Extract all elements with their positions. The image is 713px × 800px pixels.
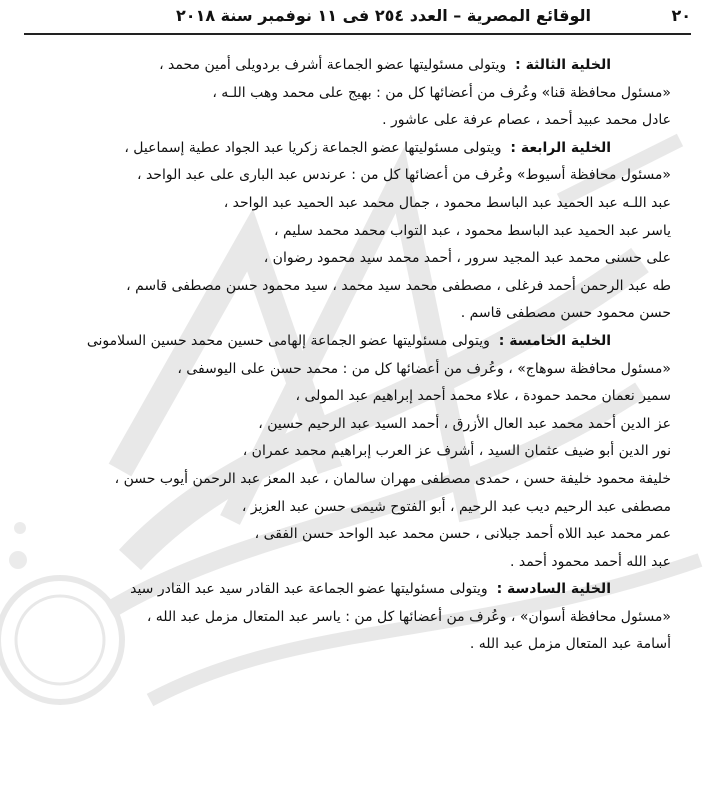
paragraph-line [42, 576, 671, 604]
paragraph-text: ويتولى مسئوليتها عضو الجماعة أشرف بردويلى أمين محمد ، [159, 57, 507, 73]
paragraph-line: نور الدين أبو ضيف عثمان السيد ، أشرف عز العرب إبراهيم محمد عمران ، [242, 443, 671, 460]
page-number: ٢٠ [671, 5, 691, 25]
cell-title: الخلية السادسة : [496, 581, 611, 598]
paragraph-line: حسن محمود حسن مصطفى قاسم . [460, 305, 671, 322]
paragraph-text: ويتولى مسئوليتها عضو الجماعة زكريا عبد الجواد عطية إسماعيل ، [124, 139, 502, 156]
paragraph-text: ويتولى مسئوليتها عضو الجماعة عبد القادر سيد عبد القادر سيد [130, 581, 488, 598]
paragraph-line: «مسئول محافظة سوهاج» ، وعُرف من أعضائها كل من : محمد حسن على اليوسفى ، [177, 360, 671, 377]
paragraph-line: «مسئول محافظة أسيوط» وعُرف من أعضائها كل من : عرندس عبد البارى على عبد الواحد ، [136, 167, 671, 184]
header-title: الوقائع المصرية – العدد ٢٥٤ فى ١١ نوفمبر سنة ٢٠١٨ [176, 5, 591, 25]
paragraph-line: عبد الله أحمد محمود أحمد . [510, 553, 671, 570]
cell-title: الخلية الثالثة : [515, 57, 611, 73]
paragraph-line: خليفة محمود خليفة حسن ، حمدى مصطفى مهران سالمان ، عبد المعز عبد الرحمن أيوب حسن ، [114, 470, 671, 487]
paragraph-line: عز الدين أحمد محمد عبد العال الأزرق ، أحمد السيد عبد الرحيم حسين ، [258, 415, 671, 432]
paragraph-line: «مسئول محافظة قنا» وعُرف من أعضائها كل من : بهيج على محمد وهب اللـه ، [212, 84, 671, 101]
paragraph-line [42, 135, 671, 163]
paragraph-text: ويتولى مسئوليتها عضو الجماعة إلهامى حسين محمد حسين السلامونى [86, 332, 490, 349]
paragraph-line: عمر محمد عبد اللاه أحمد جبلانى ، حسن محمد عبد الواحد حسن الفقى ، [254, 526, 671, 543]
paragraph-line: على حسنى محمد عبد المجيد سرور ، أحمد محمد سيد محمود رضوان ، [263, 250, 671, 267]
header-divider [24, 33, 691, 35]
paragraph-line [42, 328, 671, 356]
paragraph-line: «مسئول محافظة أسوان» ، وعُرف من أعضائها كل من : ياسر عبد المتعال مزمل عبد الله ، [146, 608, 671, 625]
cell-title: الخلية الرابعة : [510, 139, 611, 156]
paragraph-line: عادل محمد عبيد أحمد ، عصام عرفة على عاشور . [382, 112, 671, 129]
document-body [42, 52, 671, 659]
paragraph-line: مصطفى عبد الرحيم ديب عبد الرحيم ، أبو الفتوح شيمى حسن عبد العزيز ، [241, 498, 671, 515]
paragraph-line: عبد اللـه عبد الحميد عبد الباسط محمود ، جمال محمد عبد الحميد عبد الواحد ، [223, 194, 671, 211]
paragraph-line: طه عبد الرحمن أحمد فرغلى ، مصطفى محمد سيد محمد ، سيد محمود حسن مصطفى قاسم ، [126, 277, 671, 294]
paragraph-line: أسامة عبد المتعال مزمل عبد الله . [469, 636, 671, 653]
page-header [24, 0, 691, 30]
cell-title: الخلية الخامسة : [498, 332, 611, 349]
paragraph-line [42, 52, 671, 80]
paragraph-line: سمير نعمان محمد حمودة ، علاء محمد أحمد إبراهيم عبد المولى ، [295, 388, 671, 405]
paragraph-line: ياسر عبد الحميد عبد الباسط محمود ، عبد التواب محمد محمد سليم ، [273, 222, 671, 239]
